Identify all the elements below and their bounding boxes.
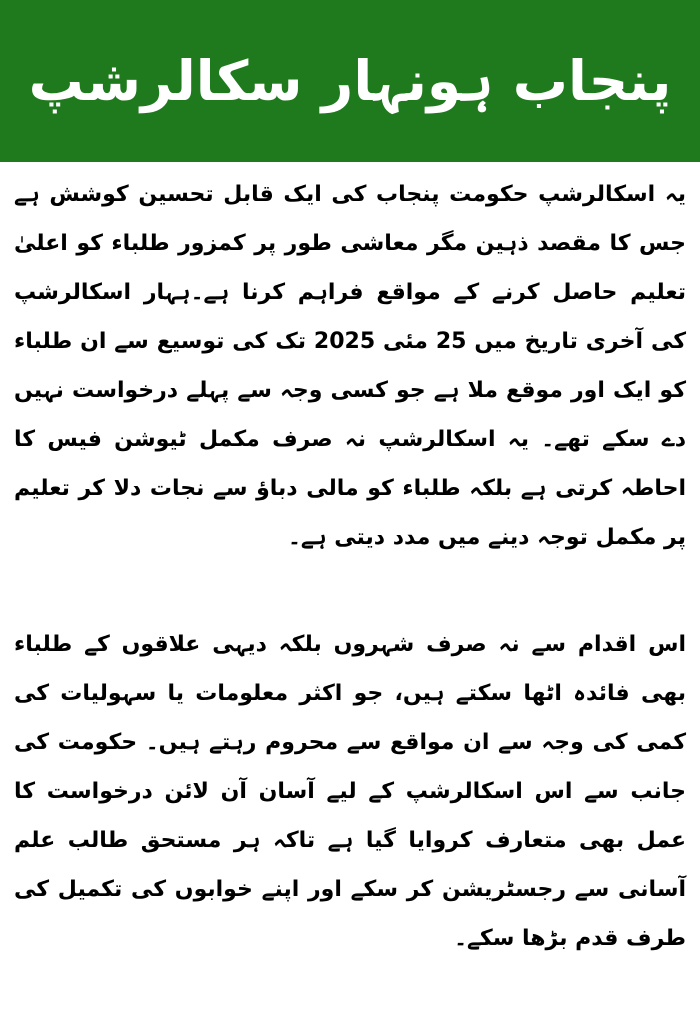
title-banner [0,0,700,162]
article-body [14,170,686,963]
article-paragraph-2: اس اقدام سے نہ صرف شہروں بلکہ دیہی علاقوں کے طلباء بھی فائدہ اٹھا سکتے ہیں، جو اکثر معلومات یا سہولیات کی کمی کی وجہ سے ان مواقع سے محروم رہتے ہیں۔ حکومت کی جانب سے اس اسکالرشپ کے لیے آسان آن لائن درخواست کا عمل بھی متعارف کروایا گیا ہے تاکہ ہر مستحق طالب علم آسانی سے رجسٹریشن کر سکے اور اپنے خوابوں کی تکمیل کی طرف قدم بڑھا سکے۔ [14,632,686,951]
article-paragraph-1: یہ اسکالرشپ حکومت پنجاب کی ایک قابل تحسین کوشش ہے جس کا مقصد ذہین مگر معاشی طور پر کمزور طلباء کو اعلیٰ تعلیم حاصل کرنے کے مواقع فراہم کرنا ہے۔ہہار اسکالرشپ کی آخری تاریخ میں 25 مئی 2025 تک کی توسیع سے ان طلباء کو ایک اور موقع ملا ہے جو کسی وجہ سے پہلے درخواست نہیں دے سکے تھے۔ یہ اسکالرشپ نہ صرف مکمل ٹیوشن فیس کا احاطہ کرتی ہے بلکہ طلباء کو مالی دباؤ سے نجات دلا کر تعلیم پر مکمل توجہ دینے میں مدد دیتی ہے۔ [14,182,687,550]
page-title: پنجاب ہونہار سکالرشپ [28,48,672,113]
